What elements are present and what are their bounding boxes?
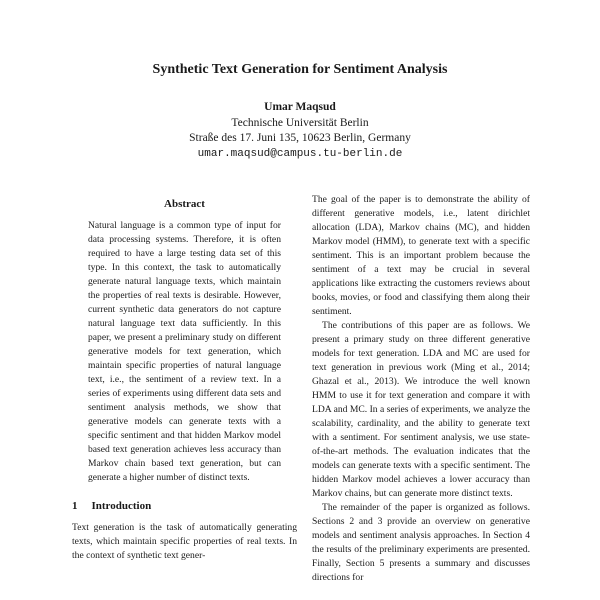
- abstract-text: Natural language is a common type of input for data processing systems. Therefore, it is often required to have a large testing data set of this type. In this context, the task to automatically generate natural language texts, which maintain the properties of real texts is desirable. However, current synthetic data generators do not capture natural language text data sufficiently. In this paper, we present a preliminary study on different generative models for text generation, which maintain specific properties of natural language text, i.e., the sentiment of a review text. In a series of experiments using different data sets and sentiment analysis methods, we show that generative models can generate texts with a specific sentiment and that hidden Markov model based text generation achieves less accuracy than Markov chain based text generation, but can generate a higher number of distinct texts.: [88, 220, 281, 483]
- left-column: [72, 193, 297, 563]
- intro-paragraph-contributions: The contributions of this paper are as follows. We present a primary study on three different generative models for text generation. LDA and MC are used for text generation in previous work (Ming et al., 2014; Ghazal et al., 2013). We introduce the well known HMM to use it for text generation and compare it with LDA and MC. In a series of experiments, we analyze the scalability, cardinality, and the ability to generate text with a sentiment. For sentiment analysis, we use state-of-the-art methods. The evaluation indicates that the models can generate texts with a specific sentiment. The hidden Markov model achieves a lower accuracy than Markov chains, but can generate more distinct texts.: [312, 320, 530, 499]
- abstract-heading: Abstract: [164, 198, 205, 210]
- section-number: 1: [72, 500, 78, 512]
- author-name: Umar Maqsud: [264, 101, 336, 113]
- section-heading-introduction: [72, 499, 297, 513]
- intro-paragraph-left: Text generation is the task of automatically generating texts, which maintain specific properties of real texts. In the context of synthetic text gener-: [72, 522, 297, 561]
- author-email: umar.maqsud@campus.tu-berlin.de: [197, 147, 403, 160]
- right-column: [312, 193, 530, 585]
- section-title: Introduction: [91, 500, 152, 512]
- author-address: Straße des 17. Juni 135, 10623 Berlin, Germany: [189, 132, 411, 144]
- author-affiliation: Technische Universität Berlin: [231, 116, 369, 129]
- paper-title: Synthetic Text Generation for Sentiment Analysis: [152, 62, 448, 77]
- intro-paragraph-organization: The remainder of the paper is organized as follows. Sections 2 and 3 provide an overview on generative models and sentiment analysis approaches. In Section 4 the results of the preliminary experiments are presented. Finally, Section 5 presents a summary and discusses directions for: [312, 502, 530, 583]
- intro-paragraph-goal: The goal of the paper is to demonstrate the ability of different generative models, i.e., latent dirichlet allocation (LDA), Markov chains (MC), and hidden Markov model (HMM), to generate text with a specific sentiment. This is an important problem because the sentiment of a text may be crucial in several applications like extracting the customers reviews about books, movies, or food and classifying them along their sentiment.: [312, 194, 530, 317]
- author-block: [0, 100, 600, 162]
